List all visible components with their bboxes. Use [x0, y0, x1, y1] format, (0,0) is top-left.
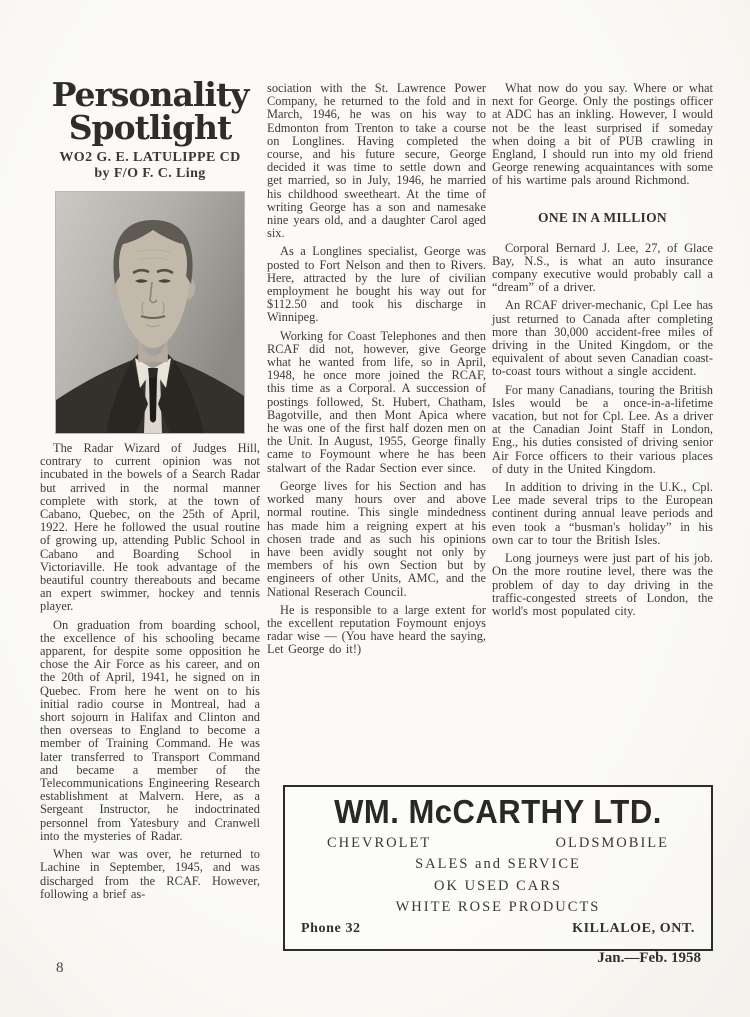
page-number: 8 — [56, 960, 65, 976]
ad-location: KILLALOE, ONT. — [572, 920, 695, 936]
title-line-2: Spotlight — [68, 108, 232, 147]
advertisement-box — [283, 785, 713, 951]
portrait-photo — [55, 191, 245, 434]
ad-brand-oldsmobile: OLDSMOBILE — [555, 834, 669, 851]
article-paragraph: Corporal Bernard J. Lee, 27, of Glace Bay, N.S., is what an auto insurance company executive would probably call a “dream” of a driver. — [492, 240, 713, 295]
ad-sales-service: SALES and SERVICE — [415, 856, 581, 873]
article-paragraph: In addition to driving in the U.K., Cpl. Lee made several trips to the European continent during annual leave periods and even took a “busman's holiday” in his own car to tour the British Isles. — [492, 480, 713, 547]
article-paragraph: He is responsible to a large extent for the excellent reputation Foymount enjoys radar wise — (You have heard the saying, Let George do it!) — [267, 602, 486, 657]
section-heading: ONE IN A MILLION — [538, 209, 667, 225]
byline-subject: WO2 G. E. LATULIPPE CD — [59, 150, 241, 165]
byline — [40, 150, 260, 182]
article-paragraph: As a Longlines specialist, George was posted to Fort Nelson and then to Rivers. Here, attracted by the lure of civilian employment he bought his way out for $112.50 and took his discharge in Winnipeg. — [267, 244, 486, 325]
ad-white-rose: WHITE ROSE PRODUCTS — [395, 899, 601, 916]
column-3 — [492, 82, 713, 623]
article-paragraph: Long journeys were just part of his job. On the more routine level, there was the problem of day to day driving in the traffic-congested streets of London, the world's most populated city. — [492, 551, 713, 618]
article-paragraph: For many Canadians, touring the British Isles would be a once-in-a-lifetime vacation, but not for Cpl. Lee. As a driver at the Canadian Joint Staff in London, Eng., his duties consisted of driving senior Air Force officers to their various places of duty in the United Kingdom. — [492, 382, 713, 476]
article-paragraph: sociation with the St. Lawrence Power Company, he returned to the fold and in March, 1946, he was on his way to Edmonton from Trenton to take a course on Longlines. Having completed the course, and his future secure, George decided it was time to settle down and get married, so in July, 1946, he married his childhood sweetheart. At the time of writing George has a son and namesake nine years old, and a daughter Carol aged six. — [267, 81, 486, 241]
article-paragraph: When war was over, he returned to Lachine in September, 1945, and was discharged from the RCAF. However, following a brief as- — [40, 847, 260, 901]
byline-author: by F/O F. C. Ling — [94, 166, 206, 181]
ad-brands-row — [285, 835, 711, 852]
issue-date: Jan.—Feb. 1958 — [597, 950, 701, 966]
article-paragraph: The Radar Wizard of Judges Hill, contrary to current opinion was not incubated in the bowels of a Search Radar but arrived in the normal manner complete with stork, at the town of Cabano, Quebec, on the 25th of April, 1922. Here he followed the usual routine of growing up, attending Public School in Cabano and Boarding School in Victoriaville. He took advantage of the beautiful country thereabouts and became an expert swimmer, hockey and tennis player. — [40, 441, 260, 614]
column-1 — [40, 75, 260, 906]
article-title — [40, 75, 260, 147]
article-paragraph: An RCAF driver-mechanic, Cpl Lee has just returned to Canada after completing more than 30,000 accident-free miles of driving in the United Kingdom, or the equivalent of about seven Canadian coast-to-coast tours without a single accident. — [492, 298, 713, 379]
column-2 — [267, 82, 486, 662]
ad-brand-chevrolet: CHEVROLET — [327, 834, 432, 851]
article-paragraph: Working for Coast Telephones and then RCAF did not, however, give George what he wanted from life, so in April, 1948, he once more joined the RCAF, this time as a Corporal. A succession of postings followed, St. Hubert, Chatham, Bagotville, and then Mont Apica where he was one of the first half dozen men on the Unit. In August, 1955, George finally came to Foymount where he has been stalwart of the Radar Section ever since. — [267, 328, 486, 475]
article-paragraph: On graduation from boarding school, the excellence of his schooling became apparent, for despite some opposition he chose the Air Force as his career, and on the 20th of April, 1941, he signed on in Quebec. From here he went on to his initial radio course in Montreal, had a short sojourn in Halifax and Clinton and then overseas to England to become a member of Training Command. He was later transferred to Transport Command and became a member of the Telecommunications Engineering Research establishment at Malvern. Here, as a Sergeant Instructor, he indoctrinated personnel from Yatesbury and Cranwell into the mysteries of Radar. — [40, 617, 260, 843]
ad-phone: Phone 32 — [301, 920, 361, 936]
title-line-1: Personality — [51, 75, 249, 114]
ad-company-name: WM. McCARTHY LTD. — [334, 792, 662, 831]
ad-used-cars: OK USED CARS — [434, 877, 562, 894]
article-paragraph: George lives for his Section and has worked many hours over and above normal routine. This single mindedness has made him a reigning expert at his chosen trade and as such his opinions have been avidly sought not only by members of his own Section but by engineers of other Units, AMC, and the National Reserach Council. — [267, 478, 486, 599]
article-paragraph: What now do you say. Where or what next for George. Only the postings officer at ADC has an inkling. However, I would not be the least surprised if someday when doing a bit of PUB crawling in England, I should run into my old friend George renewing acquaintances with some of his wartime pals around Richmond. — [492, 81, 713, 188]
ad-contact-row — [285, 921, 711, 937]
